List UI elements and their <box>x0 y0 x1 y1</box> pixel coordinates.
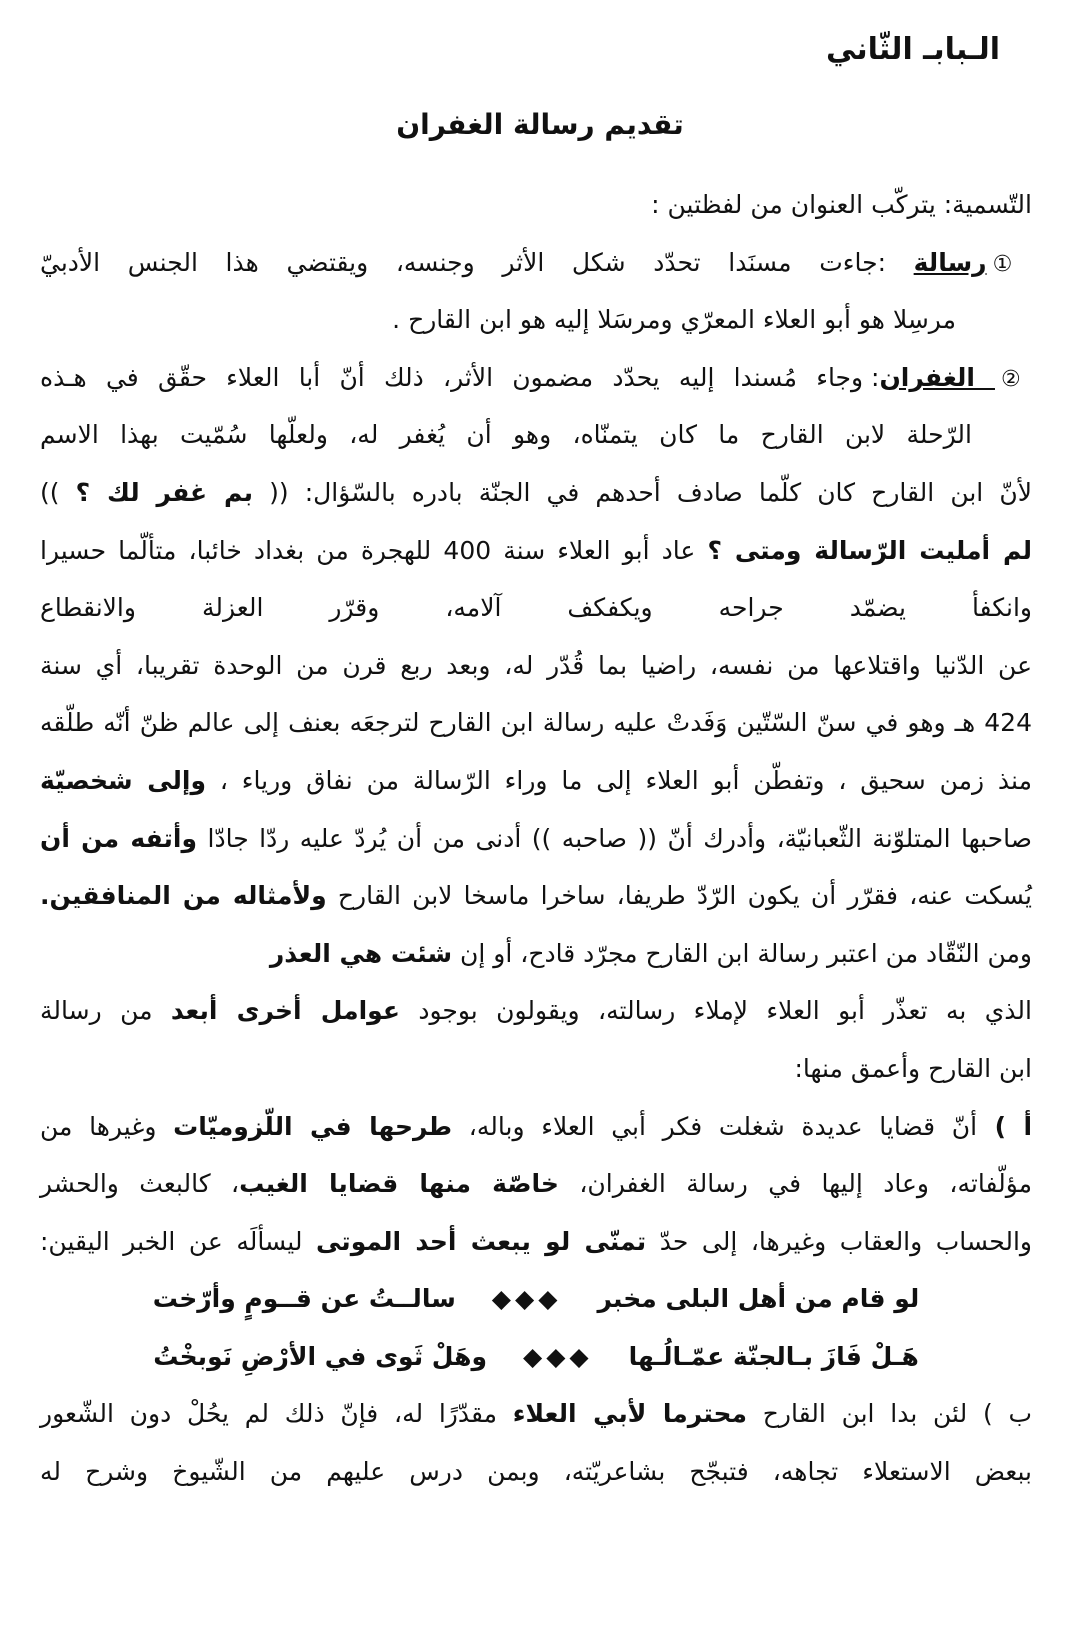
chapter-heading: الـبابـ الثّاني <box>826 32 1000 67</box>
text-line <box>40 522 1032 580</box>
text-line <box>40 867 1032 925</box>
text-line <box>40 1213 1032 1271</box>
poem-verse <box>40 1328 1032 1386</box>
text-segment: أ ) <box>977 1111 1033 1141</box>
text-segment: رسالة <box>913 247 987 277</box>
text-segment: ابن القارح وأعمق منها: <box>794 1053 1032 1083</box>
text-segment: الغفران <box>879 362 995 392</box>
text-line <box>40 291 1032 349</box>
text-segment: ليسألَه عن الخبر اليقين: <box>40 1226 317 1256</box>
text-segment: عاد أبو العلاء سنة 400 للهجرة من بغداد خائبا، متألّما حسيرا <box>40 535 708 565</box>
verse-separator: ◆◆◆ <box>522 1341 593 1371</box>
text-segment: بم غفر لك ؟ <box>75 477 253 507</box>
text-segment: وأتفه من أن <box>40 823 198 853</box>
body-text <box>40 176 1032 1501</box>
text-segment: الذي به تعذّر أبو العلاء لإملاء رسالته، ويقولون بوجود <box>399 996 1032 1026</box>
text-segment: والحساب والعقاب وغيرها، إلى حدّ <box>646 1226 1032 1256</box>
text-segment: : وجاء مُسندا إليه يحدّد مضمون الأثر، ذلك أنّ أبا العلاء حقّق في هـذه <box>40 362 880 392</box>
text-segment: )) <box>40 477 76 507</box>
text-segment: وإلى شخصيّة <box>40 765 206 795</box>
text-segment: منذ زمن سحيق ، وتفطّن أبو العلاء إلى ما وراء الرّسالة من نفاق ورياء ، <box>206 765 1032 795</box>
text-line <box>40 982 1032 1040</box>
text-segment: ، كالبعث والحشر <box>40 1169 240 1199</box>
poem-verse <box>40 1270 1032 1328</box>
text-line <box>40 1385 1032 1443</box>
text-line <box>40 464 1032 522</box>
text-segment: عوامل أخرى أبعد <box>170 996 400 1026</box>
text-line <box>40 1155 1032 1213</box>
text-segment: شئت هي العذر <box>269 938 453 968</box>
text-line <box>40 406 1032 464</box>
text-segment: يُسكت عنه، فقرّر أن يكون الرّدّ طريفا، ساخرا ماسخا لابن القارح <box>326 881 1032 911</box>
text-segment: لأنّ ابن القارح كان كلّما صادف أحدهم في الجنّة بادره بالسّؤال: (( <box>253 477 1032 507</box>
text-segment: ب ) لئن بدا ابن القارح <box>747 1399 1032 1429</box>
verse-separator: ◆◆◆ <box>491 1284 562 1314</box>
verse-first-half: لو قام من أهل البلى مخبر <box>597 1284 920 1314</box>
text-line <box>40 234 1032 292</box>
text-segment: صاحبها المتلوّنة الثّعبانيّة، وأدرك أنّ (( صاحبه )) أدنى من أن يُردّ عليه ردّا جادّا <box>197 823 1032 853</box>
text-segment: مرسِلا هو أبو العلاء المعرّي ومرسَلا إليه هو ابن القارح . <box>392 305 956 335</box>
text-segment: الرّحلة لابن القارح ما كان يتمنّاه، وهو أن يُغفر له، ولعلّها سُمّيت بهذا الاسم <box>40 420 972 450</box>
text-segment: ببعض الاستعلاء تجاهه، فتبجّح بشاعريّته، وبمن درس عليهم من الشّيوخ وشرح له <box>40 1457 1032 1487</box>
list-number: ② <box>1000 366 1032 392</box>
text-line <box>40 579 1032 637</box>
text-segment: أنّ قضايا عديدة شغلت فكر أبي العلاء وباله، <box>452 1111 978 1141</box>
text-segment: من رسالة <box>40 996 171 1026</box>
text-line <box>40 1040 1032 1098</box>
verse-first-half: هَـلْ فَازَ بـالجنّة عمّـالُـها <box>628 1341 919 1371</box>
text-line <box>40 1443 1032 1501</box>
text-segment: ولأمثاله من المنافقين. <box>40 881 327 911</box>
text-segment: وغيرها من <box>40 1111 174 1141</box>
text-segment: ومن النّقّاد من اعتبر رسالة ابن القارح مجرّد قادح، أو إن <box>452 938 1032 968</box>
text-segment: عن الدّنيا واقتلاعها من نفسه، راضيا بما قُدّر له، وبعد ربع قرن من الوحدة تقريبا، أي سنة <box>40 650 1032 680</box>
text-line <box>40 637 1032 695</box>
verse-second-half: وهَلْ ثَوى في الأرْضِ نَوبخْتُ <box>153 1341 487 1371</box>
text-line <box>40 810 1032 868</box>
text-segment: التّسمية: يتركّب العنوان من لفظتين : <box>651 190 1032 219</box>
text-segment: مؤلّفاته، وعاد إليها في رسالة الغفران، <box>558 1169 1033 1199</box>
text-segment: طرحها في اللّزوميّات <box>173 1111 453 1141</box>
text-segment: وانكفأ يضمّد جراحه ويكفكف آلامه، وقرّر العزلة والانقطاع <box>40 593 1032 623</box>
verse-second-half: سالــتُ عن قــومٍ وأرّخت <box>152 1284 456 1314</box>
text-segment: لم أمليت الرّسالة ومتى ؟ <box>707 535 1032 565</box>
text-line <box>40 752 1032 810</box>
text-segment: محترما لأبي العلاء <box>512 1399 748 1429</box>
text-segment: :جاءت مسنَدا تحدّد شكل الأثر وجنسه، ويقتضي هذا الجنس الأدبيّ <box>40 247 914 277</box>
text-segment: مقدّرًا له، فإنّ ذلك لم يحُلْ دون الشّعور <box>40 1399 513 1429</box>
text-segment: خاصّة منها قضايا الغيب <box>239 1169 559 1199</box>
text-line <box>40 694 1032 752</box>
page-title: تقديم رسالة الغفران <box>396 108 684 141</box>
text-line <box>40 349 1032 407</box>
text-line <box>40 176 1032 234</box>
text-segment: تمنّى لو يبعث أحد الموتى <box>316 1226 647 1256</box>
text-segment: 424 هـ وهو في سنّ السّتّين وَفَدتْ عليه رسالة ابن القارح لترجعَه بعنف إلى عالم ظنّ أنّه طلّقه <box>40 708 1032 738</box>
text-line <box>40 925 1032 983</box>
text-line <box>40 1098 1032 1156</box>
list-number: ① <box>992 251 1032 277</box>
